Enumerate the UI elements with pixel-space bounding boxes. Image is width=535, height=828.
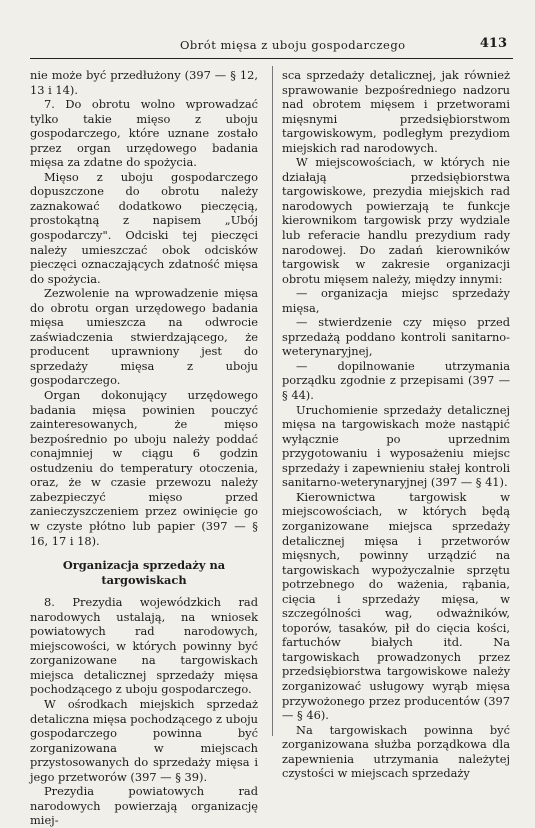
paragraph: Zezwolenie na wprowadzenie mięsa do obrotu organ urzędowego badania mięsa umieszcza na odwrocie zaświadczenia stwierdzającego, że producent uprawniony jest do sprzedaży mięsa z uboju gospodarczego. (30, 286, 258, 388)
running-header (30, 36, 513, 59)
paragraph: W miejscowościach, w których nie działają przedsiębiorstwa targowiskowe, prezydia miejskich rad narodowych powierzają te funkcje kierownikom targowisk przy wydziale lub referacie handlu prezydium rady narodowej. Do zadań kierowników targowisk w zakresie organizacji obrotu mięsem należy, między innymi: (282, 155, 510, 286)
list-item: — dopilnowanie utrzymania porządku zgodnie z przepisami (397 — § 44). (282, 358, 510, 403)
paragraph: Kierownictwa targowisk w miejscowościach, w których będą zorganizowane miejsca sprzedaży detalicznej mięsa i przetworów mięsnych, powinny urządzić na targowiskach wypożyczalnie sprzętu potrzebnego do ważenia, rąbania, cięcia i sprzedaży mięsa, w szczególności wag, odważników, toporów, tasaków, pił do cięcia kości, fartuchów białych itd. Na targowiskach prowadzonych przez przedsiębiorstwa targowiskowe należy zorganizować usługowy wyrąb mięsa przywożonego przez producentów (397 — § 46). (282, 489, 510, 723)
section-heading: Organizacja sprzedaży na targowiskach (62, 558, 226, 587)
paragraph: sca sprzedaży detalicznej, jak również sprawowanie bezpośredniego nadzoru nad obrotem mięsem i przetworami mięsnymi przedsiębiorstwom targowiskowym, podległym prezydiom miejskich rad narodowych. (282, 68, 510, 155)
list-item: — organizacja miejsc sprzedaży mięsa, (282, 286, 510, 315)
paragraph: Na targowiskach powinna być zorganizowana służba porządkowa dla zapewnienia utrzymania należytej czystości w miejscach sprzedaży (282, 722, 510, 781)
paragraph: Prezydia powiatowych rad narodowych powierzają organizację miej- (30, 784, 258, 828)
paragraph: 7. Do obrotu wolno wprowadzać tylko takie mięso z uboju gospodarczego, które uznane zostało przez organ urzędowego badania mięsa za zdatne do spożycia. (30, 97, 258, 170)
running-title: Obrót mięsa z uboju gospodarczego (180, 38, 406, 52)
paragraph: W ośrodkach miejskich sprzedaż detaliczna mięsa pochodzącego z uboju gospodarczego powinna być zorganizowana w miejscach przystosowanych do sprzedaży mięsa i jego przetworów (397 — § 39). (30, 696, 258, 784)
page-number: 413 (479, 36, 507, 51)
column-divider (272, 66, 273, 736)
left-column (30, 68, 258, 828)
paragraph: nie może być przedłużony (397 — § 12, 13 i 14). (30, 68, 258, 97)
paragraph: Organ dokonujący urzędowego badania mięsa powinien pouczyć zainteresowanych, że mięso bezpośrednio po uboju należy poddać conajmniej w ciągu 6 godzin ostudzeniu do temperatury otoczenia, oraz, że w czasie przewozu należy zabezpieczyć mięso przed zanieczyszczeniem przez owinięcie go w czyste płótno lub papier (397 — § 16, 17 i 18). (30, 388, 258, 548)
list-item: — stwierdzenie czy mięso przed sprzedażą poddano kontroli sanitarno-weterynaryjnej, (282, 315, 510, 359)
right-column (282, 68, 510, 781)
paragraph: Uruchomienie sprzedaży detalicznej mięsa na targowiskach może nastąpić wyłącznie po uprzednim przygotowaniu i wyposażeniu miejsc sprzedaży i zapewnieniu stałej kontroli sanitarno-weterynaryjnej (397 — § 41). (282, 402, 510, 490)
paragraph: 8. Prezydia wojewódzkich rad narodowych ustalają, na wniosek powiatowych rad narodowych, miejscowości, w których powinny być zorganizowane na targowiskach miejsca detalicznej sprzedaży mięsa pochodzącego z uboju gospodarczego. (30, 595, 258, 697)
paragraph: Mięso z uboju gospodarczego dopuszczone do obrotu należy zaznakować dodatkowo pieczęcią, prostokątną z napisem „Ubój gospodarczy". Odciski tej pieczęci należy umieszczać obok odcisków pieczęci oznaczających zdatność mięsa do spożycia. (30, 169, 258, 286)
